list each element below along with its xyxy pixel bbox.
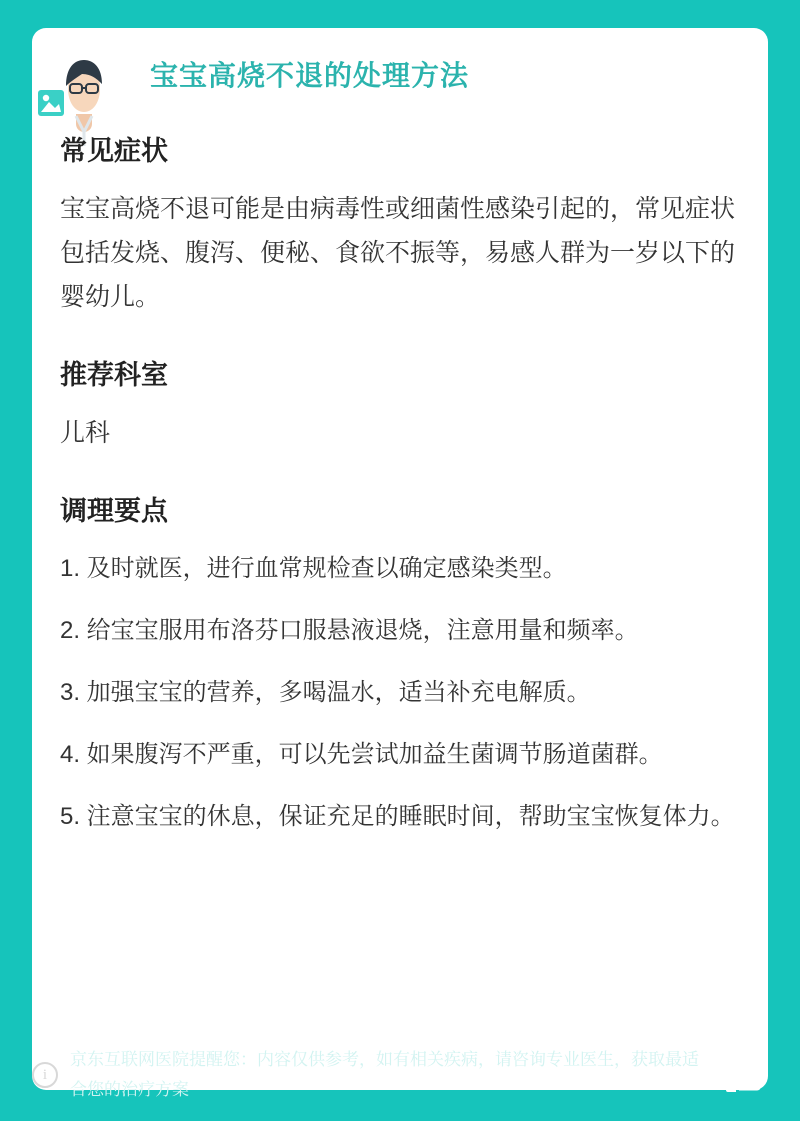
page-title: 宝宝高烧不退的处理方法 — [150, 60, 470, 91]
list-item: 5. 注意宝宝的休息，保证充足的睡眠时间，帮助宝宝恢复体力。 — [60, 803, 735, 830]
disclaimer-text: 京东互联网医院提醒您：内容仅供参考，如有相关疾病，请咨询专业医生，获取最适合您的治疗方案 — [70, 1050, 699, 1099]
symptoms-heading: 常见症状 — [60, 136, 168, 166]
tips-heading: 调理要点 — [60, 496, 168, 526]
list-item: 1. 及时就医，进行血常规检查以确定感染类型。 — [60, 555, 567, 582]
department-heading: 推荐科室 — [60, 360, 168, 390]
thumbs-up-icon[interactable] — [722, 1052, 768, 1098]
list-item: 3. 加强宝宝的营养，多喝温水，适当补充电解质。 — [60, 679, 591, 706]
info-circle-icon: i — [32, 1062, 58, 1088]
department-text: 儿科 — [60, 419, 111, 447]
list-item: 4. 如果腹泻不严重，可以先尝试加益生菌调节肠道菌群。 — [60, 741, 663, 768]
doctor-avatar-icon — [32, 50, 128, 146]
symptoms-text: 宝宝高烧不退可能是由病毒性或细菌性感染引起的，常见症状包括发烧、腹泻、便秘、食欲不振等，易感人群为一岁以下的婴幼儿。 — [60, 195, 736, 311]
footer-disclaimer-bar — [32, 1040, 768, 1110]
article-card — [32, 28, 768, 1090]
article-body — [60, 133, 742, 857]
list-item: 2. 给宝宝服用布洛芬口服悬液退烧，注意用量和频率。 — [60, 617, 639, 644]
